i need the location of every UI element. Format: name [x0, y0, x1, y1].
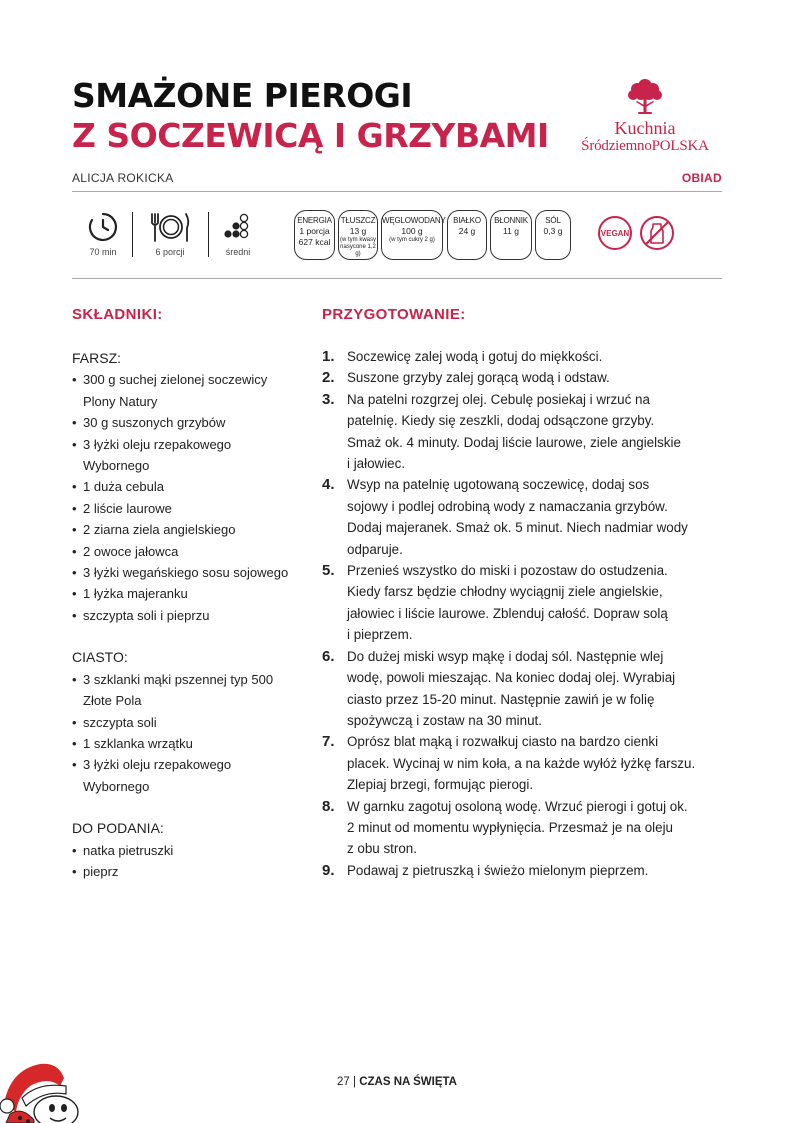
meta-time: [80, 211, 126, 257]
divider-meta: [72, 278, 722, 279]
step-line: Przenieś wszystko do miski i pozostaw do ostudzenia.: [347, 563, 668, 579]
list-item: • natka pietruszki: [72, 840, 302, 861]
tree-icon: [625, 76, 665, 116]
step-line: spożywczą i zostaw na 30 minut.: [347, 712, 542, 728]
step-9: [322, 860, 732, 881]
ingredients-heading: SKŁADNIKI:: [72, 306, 163, 323]
step-line: z obu stron.: [347, 841, 417, 857]
step-line: Podawaj z pietruszką i świeżo mielonym pieprzem.: [347, 862, 649, 878]
meta-separator: [132, 212, 133, 257]
list-item: • 1 łyżka majeranku: [72, 583, 302, 604]
step-5: [322, 560, 732, 646]
step-line: W garnku zagotuj osoloną wodę. Wrzuć pierogi i gotuj ok.: [347, 798, 688, 814]
nutrition-value-2: 627 kcal: [298, 237, 331, 247]
list-item-continuation: Złote Pola: [83, 693, 142, 709]
list-item: • 1 duża cebula: [72, 476, 302, 497]
divider-top: [72, 191, 722, 192]
list-item-continuation: Wybornego: [83, 778, 150, 794]
nutrition-value: 13 g: [349, 226, 367, 236]
meta-time-label: 70 min: [89, 247, 117, 257]
list-item: • 2 owoce jałowca: [72, 541, 302, 562]
list-item-continuation: Wybornego: [83, 458, 150, 474]
preparation-heading: PRZYGOTOWANIE:: [322, 306, 466, 323]
step-number: 8.: [322, 797, 335, 815]
nutrition-carbs: [381, 210, 446, 260]
nutrition-protein: [447, 210, 487, 260]
nutrition-sub: (w tym cukry 2 g): [389, 237, 435, 243]
nutrition-salt: [535, 210, 571, 260]
title-line-2: Z SOCZEWICĄ I GRZYBAMI: [72, 116, 549, 155]
meta-separator: [208, 212, 209, 257]
vegan-badge-icon: [597, 215, 633, 251]
nutrition-label: BIAŁKO: [453, 216, 481, 225]
no-milk-icon: [639, 215, 675, 251]
brand-logo: [565, 76, 725, 156]
step-line: ciasto przez 15-20 minut. Następnie zawiń je w folię: [347, 691, 655, 707]
step-line: Wsyp na patelnię ugotowaną soczewicę, dodaj sos: [347, 477, 650, 493]
nutrition-label: TŁUSZCZ: [340, 216, 376, 225]
step-number: 1.: [322, 348, 335, 365]
list-item: • 3 łyżki wegańskiego sosu sojowego: [72, 562, 302, 583]
list-item: • pieprz: [72, 861, 302, 882]
step-line: Suszone grzyby zalej gorącą wodą i odstaw.: [347, 370, 610, 386]
step-line: 2 minut od momentu wypłynięcia. Przesmaż je na oleju: [347, 819, 673, 835]
meta-difficulty-label: średni: [225, 247, 251, 257]
step-8: [322, 796, 732, 860]
recipe-title: [72, 76, 552, 156]
step-number: 9.: [322, 861, 335, 879]
list-item: • 3 łyżki oleju rzepakowego: [72, 754, 302, 775]
step-4: [322, 474, 732, 560]
nutrition-fiber: [490, 210, 532, 260]
list-item: • 3 szklanki mąki pszennej typ 500: [72, 669, 302, 690]
nutrition-sub: (w tym kwasy nasycone 1,2 g): [340, 237, 376, 257]
step-number: 4.: [322, 476, 335, 494]
step-line: Na patelni rozgrzej olej. Cebulę posiekaj i wrzuć na: [347, 391, 650, 407]
meta-difficulty: [218, 211, 258, 257]
step-line: Do dużej miski wsyp mąkę i dodaj sól. Następnie wlej: [347, 648, 664, 664]
step-line: i pieprzem.: [347, 627, 413, 643]
nutrition-label: BŁONNIK: [494, 216, 528, 225]
step-line: Dodaj majeranek. Smaż ok. 5 minut. Niech nadmiar wody: [347, 520, 688, 536]
step-1: [322, 346, 732, 367]
ciasto-title: CIASTO:: [72, 649, 128, 666]
step-6: [322, 646, 732, 732]
page-footer: [0, 1076, 794, 1088]
step-number: 2.: [322, 369, 335, 387]
brand-line-1: Kuchnia: [614, 118, 676, 138]
podanie-title: DO PODANIA:: [72, 820, 164, 837]
nutrition-value: 11 g: [503, 226, 519, 236]
list-item: • szczypta soli: [72, 712, 302, 733]
step-number: 3.: [322, 390, 335, 408]
step-line: Kiedy farsz będzie chłodny wyciągnij ziele angielskie,: [347, 584, 663, 600]
farsz-title: FARSZ:: [72, 350, 122, 366]
brand-line-2: ŚródziemnoPOLSKA: [581, 138, 709, 154]
clock-icon: [87, 211, 119, 243]
author: ALICJA ROKICKA: [72, 171, 174, 185]
ingredients-list: [72, 348, 302, 882]
meta-portions-label: 6 porcji: [155, 247, 185, 257]
step-2: [322, 367, 732, 388]
step-number: 6.: [322, 647, 335, 665]
category: OBIAD: [681, 171, 722, 185]
plate-cutlery-icon: [146, 211, 194, 243]
list-item: • 300 g suchej zielonej soczewicy: [72, 369, 302, 390]
step-3: [322, 389, 732, 475]
vegan-badge-label: VEGAN: [600, 229, 630, 238]
meta-portions: [142, 211, 198, 257]
footer-separator: |: [353, 1076, 357, 1088]
step-line: i jałowiec.: [347, 456, 406, 472]
step-line: Oprósz blat mąką i rozwałkuj ciasto na bardzo cienki: [347, 734, 659, 750]
nutrition-label: ENERGIA: [297, 216, 332, 225]
step-line: Smaż ok. 4 minuty. Dodaj liście laurowe, ziele angielskie: [347, 434, 681, 450]
step-7: [322, 731, 732, 795]
nutrition-energy: [294, 210, 335, 260]
list-item: • 1 szklanka wrzątku: [72, 733, 302, 754]
list-item: • 2 ziarna ziela angielskiego: [72, 519, 302, 540]
list-item: • 2 liście laurowe: [72, 498, 302, 519]
step-line: sojowy i podlej odrobiną wody z namaczania grzybów.: [347, 498, 668, 514]
nutrition-value: 24 g: [458, 226, 476, 236]
nutrition-label: SÓL: [545, 216, 561, 225]
list-item: • 3 łyżki oleju rzepakowego: [72, 434, 302, 455]
nutrition-value: 1 porcja: [299, 226, 330, 236]
step-line: wodę, powoli mieszając. Na koniec dodaj olej. Wyrabiaj: [347, 670, 676, 686]
step-line: placek. Wycinaj w nim koła, a na każde wyłóż łyżkę farszu.: [347, 755, 696, 771]
page-number: 27: [337, 1076, 350, 1088]
preparation-steps: [322, 346, 732, 881]
step-number: 5.: [322, 562, 335, 580]
difficulty-dots-icon: [223, 211, 253, 243]
list-item: • szczypta soli i pieprzu: [72, 605, 302, 626]
nutrition-value: 100 g: [401, 226, 423, 236]
title-line-1: SMAŻONE PIEROGI: [72, 76, 413, 115]
nutrition-value: 0,3 g: [543, 226, 563, 236]
step-line: jałowiec i liście laurowe. Zblenduj całość. Dopraw solą: [347, 605, 668, 621]
list-item: • 30 g suszonych grzybów: [72, 412, 302, 433]
list-item-continuation: Plony Natury: [83, 393, 158, 409]
step-line: odparuje.: [347, 541, 403, 557]
step-number: 7.: [322, 733, 335, 751]
footer-section: CZAS NA ŚWIĘTA: [359, 1076, 457, 1088]
nutrition-fat: [338, 210, 378, 260]
nutrition-label: WĘGLOWODANY: [382, 216, 446, 225]
step-line: Soczewicę zalej wodą i gotuj do miękkości.: [347, 349, 603, 364]
step-line: Zlepiaj brzegi, formując pierogi.: [347, 777, 534, 793]
step-line: patelnię. Kiedy się zeszkli, dodaj odsączone grzyby.: [347, 413, 655, 429]
